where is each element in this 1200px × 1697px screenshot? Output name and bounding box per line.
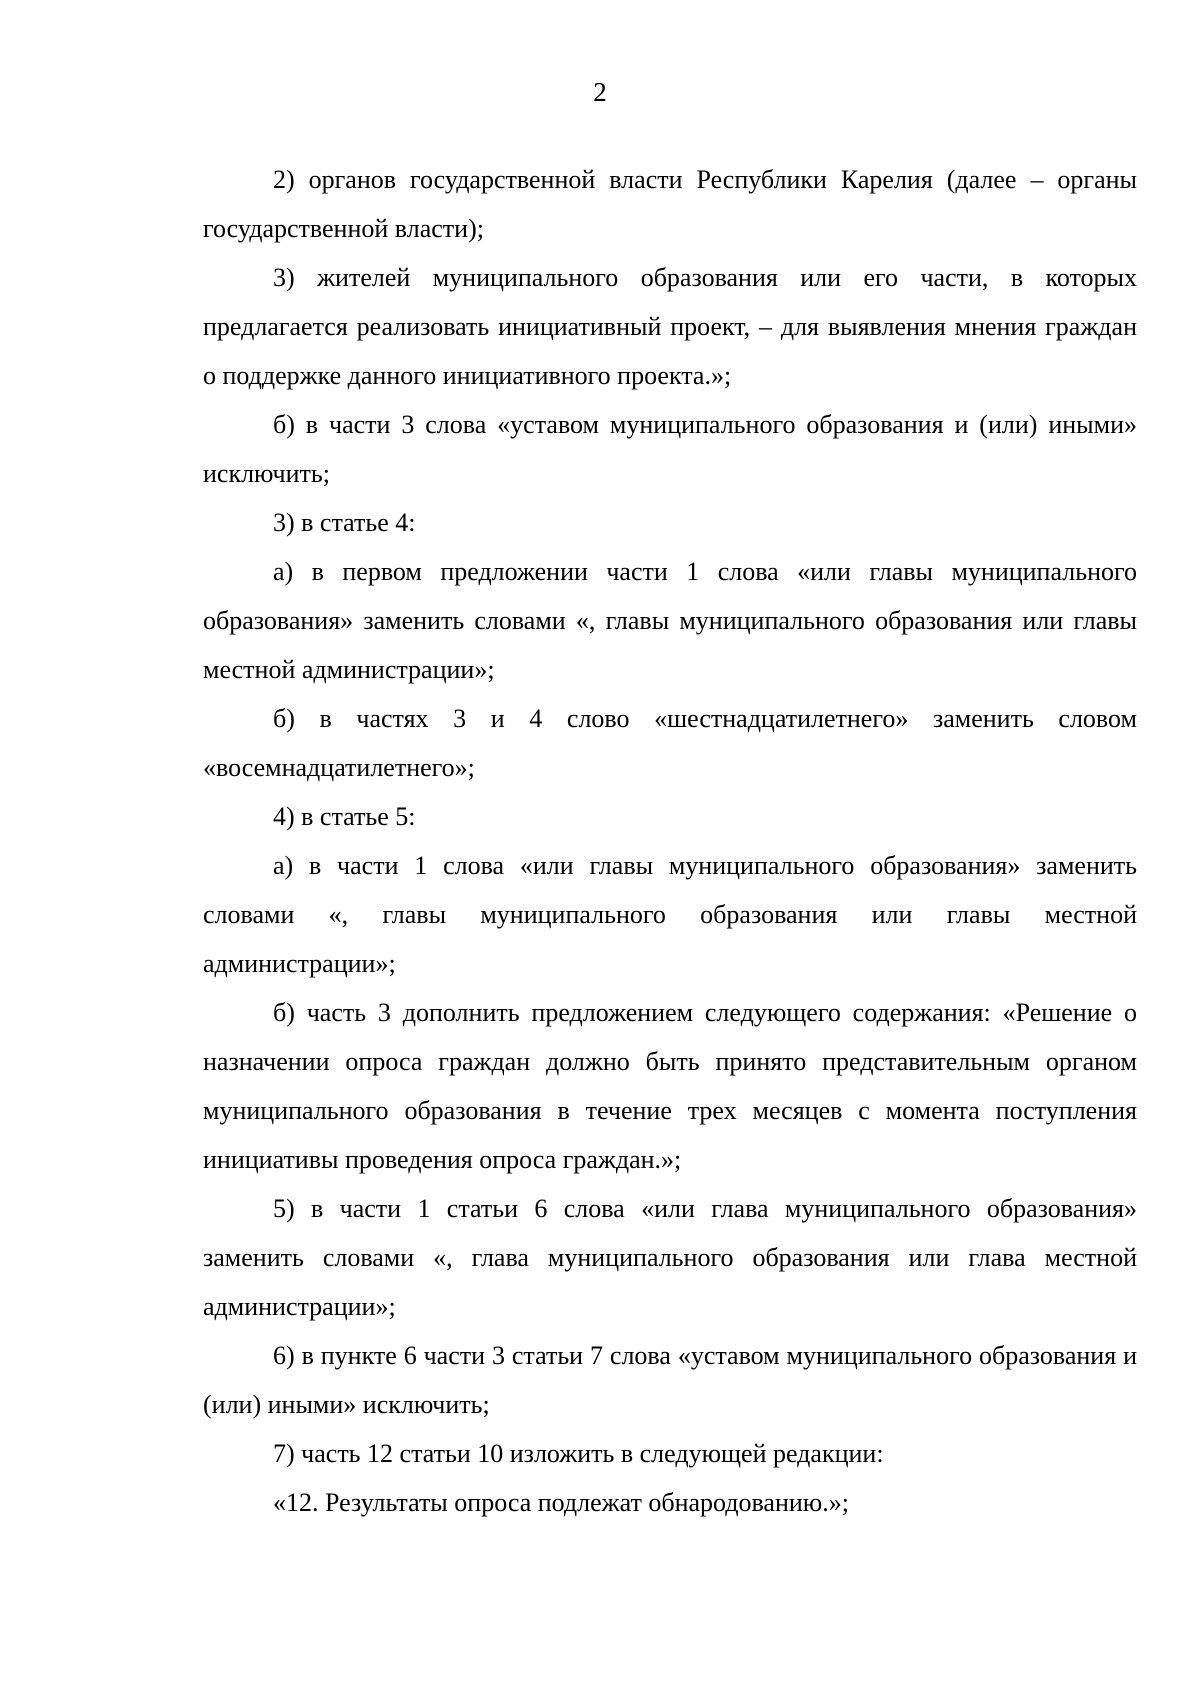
paragraph-article-10: 7) часть 12 статьи 10 изложить в следующей редакции: xyxy=(273,1439,884,1468)
paragraph-article-5: 4) в статье 5: xyxy=(273,802,416,831)
page-number: 2 xyxy=(593,77,607,107)
paragraph-article-4: 3) в статье 4: xyxy=(273,508,416,537)
paragraph-item-3-residents: 3) жителей муниципального образования или его части, в которых предлагается реализовать инициативный проект, – для выявления мнения граждан о поддержке данного инициативного проекта.»; xyxy=(203,263,1137,390)
paragraph-article-7: 6) в пункте 6 части 3 статьи 7 слова «уставом муниципального образования и (или) иными» исключить; xyxy=(203,1341,1137,1419)
paragraph-subitem-b-part-3: б) в части 3 слова «уставом муниципального образования и (или) иными» исключить; xyxy=(203,410,1137,488)
paragraph-quote-12: «12. Результаты опроса подлежат обнародованию.»; xyxy=(273,1488,849,1517)
paragraph-item-2-state-bodies: 2) органов государственной власти Республики Карелия (далее – органы государственной власти); xyxy=(203,165,1137,243)
paragraph-article-5-subitem-b: б) часть 3 дополнить предложением следующего содержания: «Решение о назначении опроса граждан должно быть принято представительным органом муниципального образования в течение трех месяцев с момента поступления инициативы проведения опроса граждан.»; xyxy=(203,998,1137,1174)
paragraph-article-5-subitem-a: а) в части 1 слова «или главы муниципального образования» заменить словами «, главы муниципального образования или главы местной администрации»; xyxy=(203,851,1137,978)
paragraph-article-4-subitem-b: б) в частях 3 и 4 слово «шестнадцатилетнего» заменить словом «восемнадцатилетнего»; xyxy=(203,704,1137,782)
paragraph-article-6: 5) в части 1 статьи 6 слова «или глава муниципального образования» заменить словами «, глава муниципального образования или глава местной администрации»; xyxy=(203,1194,1137,1321)
paragraph-article-4-subitem-a: а) в первом предложении части 1 слова «или главы муниципального образования» заменить словами «, главы муниципального образования или главы местной администрации»; xyxy=(203,557,1137,684)
document-body xyxy=(203,155,1137,1527)
